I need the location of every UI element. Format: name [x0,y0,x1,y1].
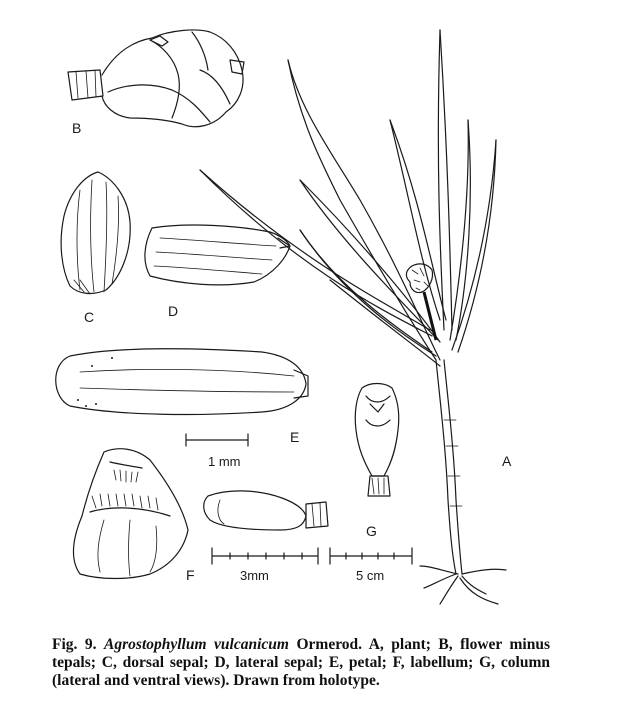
drawing-lateral-sepal [145,225,290,285]
panel-label-c: C [84,309,95,325]
caption-fig-number: Fig. 9. [52,636,97,653]
drawing-labellum [73,449,188,579]
scale-label-5cm: 5 cm [356,568,385,583]
scale-bar-1mm [186,434,248,446]
caption-text: Ormerod. A, plant; B, flower minus tepals; C, dorsal sepal; D, lateral sepal; E, petal; F, labellum; G, column (lateral and ventral views). Drawn from holotype. [52,636,551,689]
drawing-whole-plant [200,30,506,604]
drawing-petal [56,349,308,415]
scale-label-1mm: 1 mm [208,454,241,469]
drawing-dorsal-sepal [61,172,130,294]
figure-caption [52,636,550,690]
panel-label-f: F [186,567,195,583]
caption-species-name: Agrostophyllum vulcanicum [104,636,289,653]
scale-label-3mm: 3mm [240,568,269,583]
drawing-column-ventral [355,384,399,497]
drawing-column-lateral [204,491,328,530]
scale-bar-5cm [330,548,412,564]
panel-label-a: A [502,453,512,469]
panel-label-e: E [290,429,300,445]
scale-bar-3mm [212,548,318,564]
drawing-flower-minus-tepals [68,30,244,127]
panel-label-g: G [366,523,377,539]
panel-label-b: B [72,120,82,136]
panel-label-d: D [168,303,179,319]
